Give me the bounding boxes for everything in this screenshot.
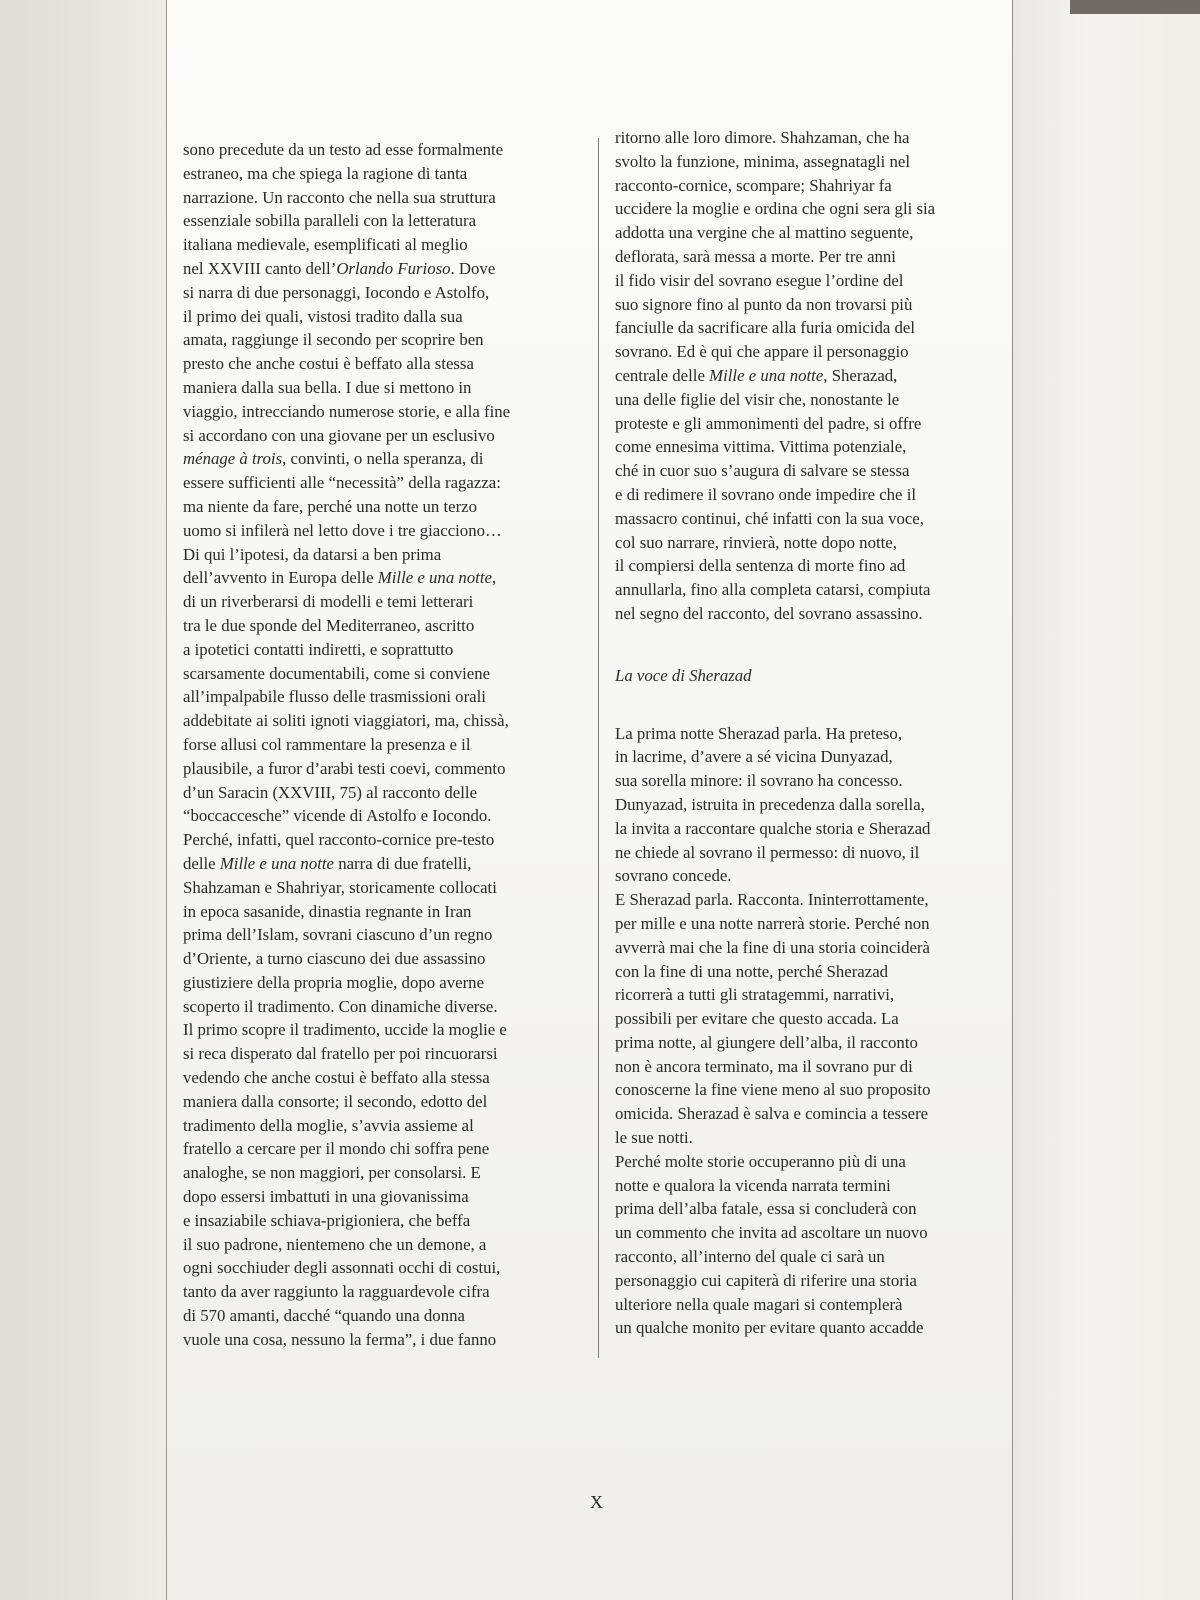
text-line: deflorata, sarà messa a morte. Per tre anni — [615, 246, 896, 266]
italic-title: Mille e una notte — [219, 853, 334, 873]
text-line: prima dell’alba fatale, essa si concluderà con — [615, 1199, 917, 1219]
text-line: essenziale sobilla paralleli con la letteratura — [183, 211, 477, 231]
text-line: il compiersi della sentenza di morte fino ad — [615, 556, 906, 576]
text-line: di un riverberarsi di modelli e temi letterari — [183, 592, 474, 612]
text-line: amata, raggiunge il secondo per scoprire ben — [183, 330, 484, 350]
text-line: delle Mille e una notte narra di due fratelli, — [183, 853, 472, 873]
text-line: come ennesima vittima. Vittima potenziale, — [615, 437, 907, 457]
text-line: nel XXVIII canto dell’Orlando Furioso. Dove — [183, 258, 496, 278]
text-line: in epoca sasanide, dinastia regnante in Iran — [183, 901, 472, 921]
left-page-edge — [0, 0, 166, 1600]
italic-title: ménage à trois — [183, 449, 283, 469]
text-line: ma niente da fare, perché una notte un terzo — [183, 496, 477, 516]
italic-title: Orlando Furioso — [336, 258, 451, 278]
text-line: sovrano. Ed è qui che appare il personaggio — [615, 342, 909, 362]
text-line: racconto-cornice, scompare; Shahriyar fa — [615, 175, 892, 195]
text-line: estraneo, ma che spiega la ragione di tanta — [183, 163, 468, 183]
right-text-column — [615, 126, 1015, 1340]
text-line: ménage à trois, convinti, o nella speranza, di — [183, 449, 484, 469]
text-line: si accordano con una giovane per un esclusivo — [183, 425, 495, 445]
text-line: svolto la funzione, minima, assegnatagli nel — [615, 151, 910, 171]
right-column-top-text — [615, 126, 1015, 626]
text-line: e di redimere il sovrano onde impedire che il — [615, 484, 917, 504]
text-line: sono precedute da un testo ad esse formalmente — [183, 140, 504, 159]
text-line: ne chiede al sovrano il permesso: di nuovo, il — [615, 842, 920, 862]
text-line: scarsamente documentabili, come si conviene — [183, 663, 491, 683]
text-line: sua sorella minore: il sovrano ha concesso. — [615, 771, 903, 791]
italic-title: Mille e una notte — [377, 568, 492, 588]
text-line: si narra di due personaggi, Iocondo e Astolfo, — [183, 282, 490, 302]
text-line: all’impalpabile flusso delle trasmissioni orali — [183, 687, 486, 707]
text-line: di 570 amanti, dacché “quando una donna — [183, 1306, 465, 1326]
text-line: tanto da aver raggiunto la ragguardevole cifra — [183, 1282, 490, 1302]
text-line: con la fine di una notte, perché Sherazad — [615, 961, 889, 981]
text-line: sovrano concede. — [615, 866, 732, 886]
text-line: ché in cuor suo s’augura di salvare se stessa — [615, 461, 910, 481]
text-line: vuole una cosa, nessuno la ferma”, i due fanno — [183, 1329, 497, 1349]
text-line: ritorno alle loro dimore. Shahzaman, che ha — [615, 128, 910, 147]
text-line: conoscerne la fine viene meno al suo proposito — [615, 1080, 931, 1100]
text-line: analoghe, se non maggiori, per consolarsi. E — [183, 1163, 481, 1183]
text-line: presto che anche costui è beffato alla stessa — [183, 354, 474, 374]
text-line: un commento che invita ad ascoltare un nuovo — [615, 1223, 928, 1243]
text-line: addotta una vergine che al mattino seguente, — [615, 223, 914, 243]
text-line: maniera dalla sua bella. I due si mettono in — [183, 377, 472, 397]
text-line: col suo narrare, rinvierà, notte dopo notte, — [615, 532, 897, 552]
text-line: d’un Saracin (XXVIII, 75) al racconto delle — [183, 782, 478, 802]
text-line: avverrà mai che la fine di una storia coinciderà — [615, 937, 930, 957]
text-line: una delle figlie del visir che, nonostante le — [615, 389, 900, 409]
text-line: fratello a cercare per il mondo chi soffra pene — [183, 1139, 490, 1159]
text-line: ogni socchiuder degli assonnati occhi di costui, — [183, 1258, 501, 1278]
text-line: ulteriore nella quale magari si contemplerà — [615, 1294, 903, 1314]
text-line: nel segno del racconto, del sovrano assassino. — [615, 603, 923, 623]
text-line: forse allusi col rammentare la presenza e il — [183, 734, 471, 754]
text-line: d’Oriente, a turno ciascuno dei due assassino — [183, 949, 486, 969]
text-line: E Sherazad parla. Racconta. Ininterrottamente, — [615, 890, 929, 910]
text-line: Il primo scopre il tradimento, uccide la moglie e — [183, 1020, 507, 1040]
text-line: dopo essersi imbattuti in una giovanissima — [183, 1187, 469, 1207]
text-line: vedendo che anche costui è beffato alla stessa — [183, 1068, 490, 1088]
text-line: il fido visir del sovrano esegue l’ordine del — [615, 270, 904, 290]
corner-shadow — [1070, 0, 1200, 14]
text-line: e insaziabile schiava-prigioniera, che beffa — [183, 1210, 471, 1230]
page-number: X — [590, 1492, 603, 1512]
right-column-bottom-text — [615, 722, 1015, 1341]
text-line: narrazione. Un racconto che nella sua struttura — [183, 187, 496, 207]
text-line: la invita a raccontare qualche storia e Sherazad — [615, 818, 931, 838]
text-line: il primo dei quali, vistosi tradito dalla sua — [183, 306, 463, 326]
text-line: notte e qualora la vicenda narrata termini — [615, 1175, 891, 1195]
text-line: essere sufficienti alle “necessità” della ragazza: — [183, 473, 501, 493]
text-line: ricorrerà a tutti gli stratagemmi, narrativi, — [615, 985, 895, 1005]
column-divider — [598, 138, 599, 1358]
text-line: prima dell’Islam, sovrani ciascuno d’un regno — [183, 925, 493, 945]
text-line: Perché molte storie occuperanno più di una — [615, 1151, 906, 1171]
text-line: racconto, all’interno del quale ci sarà un — [615, 1247, 885, 1267]
text-line: proteste e gli ammonimenti del padre, si offre — [615, 413, 922, 433]
text-line: annullarla, fino alla completa catarsi, compiuta — [615, 580, 931, 600]
left-text-column — [183, 138, 583, 1352]
text-line: non è ancora terminato, ma il sovrano pur di — [615, 1056, 913, 1076]
text-line: omicida. Sherazad è salva e comincia a tessere — [615, 1104, 929, 1124]
text-line: possibili per evitare che questo accada. La — [615, 1009, 899, 1029]
text-line: si reca disperato dal fratello per poi rincuorarsi — [183, 1044, 498, 1064]
text-line: le sue notti. — [615, 1128, 693, 1148]
text-line: Perché, infatti, quel racconto-cornice pre-testo — [183, 830, 495, 850]
text-line: uccidere la moglie e ordina che ogni sera gli sia — [615, 199, 936, 219]
text-line: italiana medievale, esemplificati al meglio — [183, 235, 468, 255]
facing-page-edge — [1013, 0, 1200, 1600]
text-line: tradimento della moglie, s’avvia assieme al — [183, 1115, 474, 1135]
text-line: Di qui l’ipotesi, da datarsi a ben prima — [183, 544, 442, 564]
text-line: maniera dalla consorte; il secondo, edotto del — [183, 1091, 488, 1111]
text-line: La prima notte Sherazad parla. Ha preteso, — [615, 723, 903, 743]
text-line: plausibile, a furor d’arabi testi coevi, commento — [183, 758, 506, 778]
text-line: centrale delle Mille e una notte, Sherazad, — [615, 365, 898, 385]
italic-title: Mille e una notte — [709, 365, 824, 385]
text-line: fanciulle da sacrificare alla furia omicida del — [615, 318, 916, 338]
text-line: personaggio cui capiterà di riferire una storia — [615, 1270, 917, 1290]
text-line: a ipotetici contatti indiretti, e soprattutto — [183, 639, 454, 659]
text-line: in lacrime, d’avere a sé vicina Dunyazad, — [615, 747, 893, 767]
text-line: uomo si infilerà nel letto dove i tre giacciono… — [183, 520, 502, 540]
text-line: tra le due sponde del Mediterraneo, ascritto — [183, 615, 475, 635]
text-line: Shahzaman e Shahriyar, storicamente collocati — [183, 877, 497, 897]
text-line: un qualche monito per evitare quanto accadde — [615, 1318, 924, 1338]
text-line: viaggio, intrecciando numerose storie, e alla fine — [183, 401, 511, 421]
text-line: suo signore fino al punto da non trovarsi più — [615, 294, 913, 314]
text-line: Dunyazad, istruita in precedenza dalla sorella, — [615, 794, 925, 814]
text-line: “boccaccesche” vicende di Astolfo e Iocondo. — [183, 806, 492, 826]
text-line: il suo padrone, nientemeno che un demone, a — [183, 1234, 487, 1254]
text-line: addebitate ai soliti ignoti viaggiatori, ma, chissà, — [183, 711, 509, 731]
text-line: giustiziere della propria moglie, dopo averne — [183, 972, 485, 992]
text-line: prima notte, al giungere dell’alba, il racconto — [615, 1032, 918, 1052]
text-line: dell’avvento in Europa delle Mille e una notte, — [183, 568, 497, 588]
text-line: scoperto il tradimento. Con dinamiche diverse. — [183, 996, 498, 1016]
text-line: massacro continui, ché infatti con la sua voce, — [615, 508, 924, 528]
text-line: per mille e una notte narrerà storie. Perché non — [615, 913, 930, 933]
section-heading: La voce di Sherazad — [615, 665, 752, 685]
